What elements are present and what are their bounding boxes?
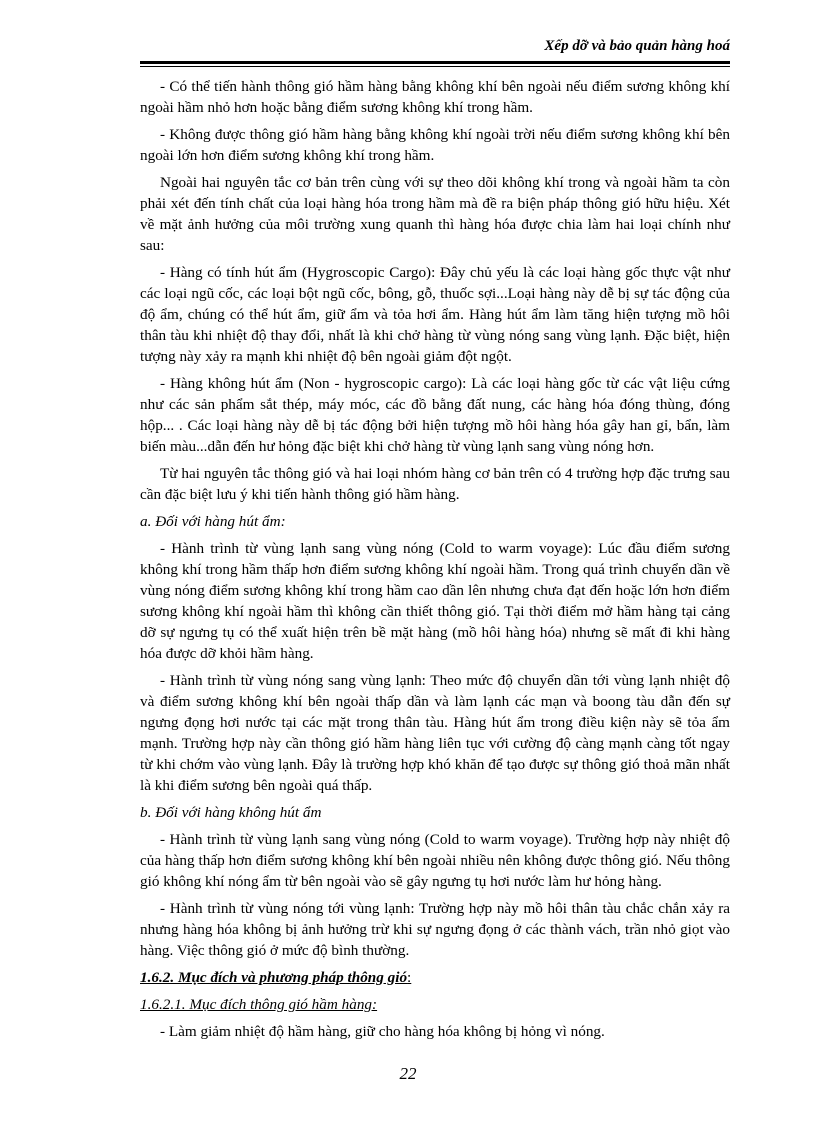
section-heading-text: 1.6.2. Mục đích và phương pháp thông gió [140, 969, 408, 986]
paragraph: - Hành trình từ vùng lạnh sang vùng nóng (Cold to warm voyage): Lúc đầu điểm sương không khí trong hầm thấp hơn điểm sương không khí ngoài hầm. Trong quá trình chuyển dần về vùng nóng điểm sương không khí trong hầm cao dần lên nhưng chưa đạt đến hoặc lớn hơn điểm sương không khí ngoài hầm thì không cần thiết thông gió. Tại thời điểm mở hầm hàng tại cảng dỡ sự ngưng tụ có thể xuất hiện trên bề mặt hàng (mồ hôi hàng hóa) nhưng sẽ mất đi khi hàng hóa được dỡ khỏi hầm hàng. [140, 540, 730, 662]
section-heading [140, 967, 730, 988]
paragraph: - Hàng có tính hút ẩm (Hygroscopic Cargo): Đây chủ yếu là các loại hàng gốc thực vật như các loại ngũ cốc, các loại bột ngũ cốc, bông, gỗ, thuốc sợi...Loại hàng này dễ bị sự tác động của độ ẩm, chúng có thể hút ẩm, giữ ẩm và tỏa hơi ẩm. Hàng hút ẩm làm tăng hiện tượng mồ hôi thân tàu khi nhiệt độ thay đổi, nhất là khi chở hàng từ vùng nóng sang vùng lạnh. Đặc biệt, hiện tượng này xảy ra mạnh khi nhiệt độ bên ngoài giảm đột ngột. [140, 264, 730, 365]
paragraph: - Hành trình từ vùng nóng sang vùng lạnh: Theo mức độ chuyển dần tới vùng lạnh nhiệt độ và điểm sương không khí bên ngoài thấp dần và làm lạnh các mạn và boong tàu dẫn đến sự ngưng đọng hơi nước tại các mặt trong thân tàu. Hàng hút ẩm trong điều kiện này sẽ tỏa ẩm mạnh. Trường hợp này cần thông gió hầm hàng liên tục với cường độ càng mạnh càng tốt ngay từ khi chớm vào vùng lạnh. Đây là trường hợp khó khăn để tạo được sự thông gió thoả mãn nhất là khi điểm sương bên ngoài quá thấp. [140, 672, 730, 794]
section-a-heading: a. Đối với hàng hút ẩm: [140, 513, 286, 530]
section-heading-colon: : [407, 969, 412, 986]
running-header: Xếp dỡ và bảo quản hàng hoá [544, 38, 730, 54]
paragraph: - Có thể tiến hành thông gió hầm hàng bằng không khí bên ngoài nếu điểm sương không khí ngoài hầm nhỏ hơn hoặc bằng điểm sương không khí trong hầm. [140, 78, 730, 116]
header-rule [140, 61, 730, 67]
page-body [140, 76, 730, 1048]
paragraph: Từ hai nguyên tắc thông gió và hai loại nhóm hàng cơ bản trên có 4 trường hợp đặc trưng sau cần đặc biệt lưu ý khi tiến hành thông gió hầm hàng. [140, 465, 730, 503]
paragraph: - Hành trình từ vùng nóng tới vùng lạnh: Trường hợp này mồ hôi thân tàu chắc chắn xảy ra nhưng hàng hóa không bị ảnh hưởng trừ khi sự ngưng đọng ở các thành vách, trần nhỏ giọt vào hàng. Việc thông gió ở mức độ bình thường. [140, 900, 730, 959]
subsection-heading: 1.6.2.1. Mục đích thông gió hầm hàng: [140, 996, 378, 1013]
paragraph: - Làm giảm nhiệt độ hầm hàng, giữ cho hàng hóa không bị hỏng vì nóng. [160, 1023, 605, 1040]
section-b-heading: b. Đối với hàng không hút ẩm [140, 804, 322, 821]
paragraph: - Không được thông gió hầm hàng bằng không khí ngoài trời nếu điểm sương không khí bên ngoài lớn hơn điểm sương không khí trong hầm. [140, 126, 730, 164]
paragraph: - Hàng không hút ẩm (Non - hygroscopic cargo): Là các loại hàng gốc từ các vật liệu cứng như các sản phẩm sắt thép, máy móc, các đồ bằng đất nung, các hàng hóa đóng thùng, đóng hộp... . Các loại hàng này dễ bị tác động bởi hiện tượng mồ hôi hàng hóa gây han gỉ, bẩn, làm biến màu...dẫn đến hư hỏng đặc biệt khi chở hàng từ vùng lạnh sang vùng nóng hơn. [140, 375, 730, 455]
page-number: 22 [399, 1064, 417, 1083]
paragraph: Ngoài hai nguyên tắc cơ bản trên cùng với sự theo dõi không khí trong và ngoài hầm ta còn phải xét đến tính chất của loại hàng hóa trong hầm mà đề ra biện pháp thông gió hữu hiệu. Xét về mặt ảnh hưởng của môi trường xung quanh thì hàng hóa được chia làm hai loại chính như sau: [140, 174, 730, 254]
paragraph: - Hành trình từ vùng lạnh sang vùng nóng (Cold to warm voyage). Trường hợp này nhiệt độ của hàng thấp hơn điểm sương không khí bên ngoài nhiều nên không được thông gió. Nếu thông gió không khí nóng ẩm từ bên ngoài vào sẽ gây ngưng tụ hơi nước làm hư hỏng hàng. [140, 831, 730, 890]
